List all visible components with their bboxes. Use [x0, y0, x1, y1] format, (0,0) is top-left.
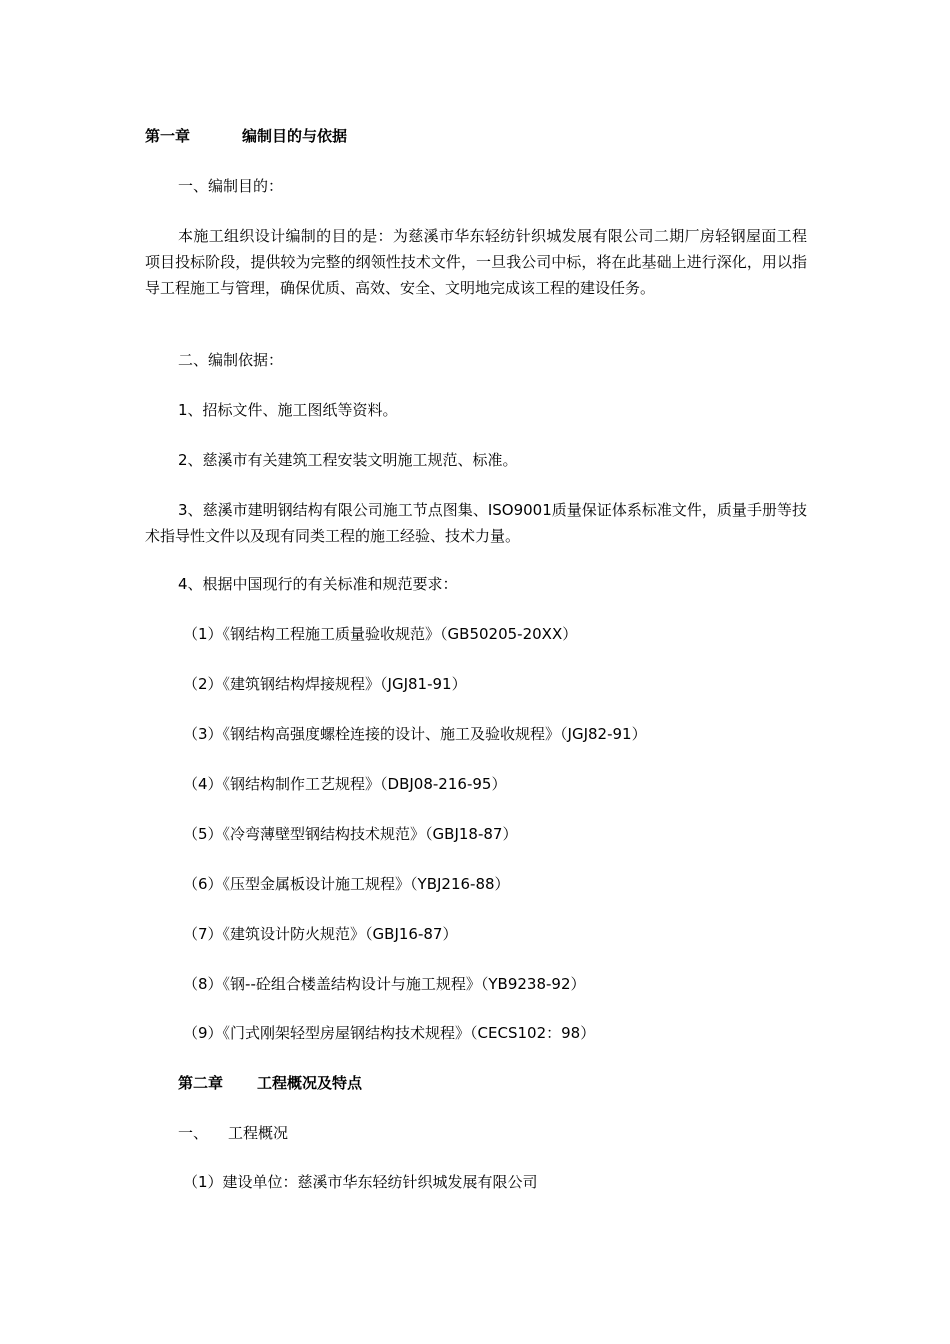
chapter1-heading: [145, 124, 810, 149]
chapter2-heading: [178, 1071, 810, 1096]
overview-title: 工程概况: [228, 1124, 289, 1142]
standard-item-9: （9）《门式刚架轻型房屋钢结构技术规程》（CECS102：98）: [183, 1024, 596, 1042]
standard-item-4: （4）《钢结构制作工艺规程》（DBJ08-216-95）: [183, 775, 507, 793]
section2-heading: 二、编制依据：: [178, 351, 284, 369]
basis-item-4: 4、根据中国现行的有关标准和规范要求：: [178, 575, 458, 593]
chapter1-label: 第一章: [145, 127, 191, 145]
overview-item-1: （1）建设单位：慈溪市华东轻纺针织城发展有限公司: [183, 1173, 538, 1191]
standard-item-8: （8）《钢--砼组合楼盖结构设计与施工规程》（YB9238-92）: [183, 975, 586, 993]
section1-paragraph: 本施工组织设计编制的目的是：为慈溪市华东轻纺针织城发展有限公司二期厂房轻钢屋面工程项目投标阶段，提供较为完整的纲领性技术文件，一旦我公司中标，将在此基础上进行深化，用以指导工程施工与管理，确保优质、高效、安全、文明地完成该工程的建设任务。: [145, 227, 807, 297]
overview-number: 一、: [178, 1124, 209, 1142]
standard-item-1: （1）《钢结构工程施工质量验收规范》（GB50205-20XX）: [183, 625, 578, 643]
standard-item-2: （2）《建筑钢结构焊接规程》（JGJ81-91）: [183, 675, 467, 693]
chapter1-title: 编制目的与依据: [242, 127, 348, 145]
section1-heading: 一、编制目的：: [178, 177, 284, 195]
standard-item-7: （7）《建筑设计防火规范》（GBJ16-87）: [183, 925, 458, 943]
basis-item-1: 1、招标文件、施工图纸等资料。: [178, 401, 398, 419]
basis-item-3: 3、慈溪市建明钢结构有限公司施工节点图集、ISO9001质量保证体系标准文件，质量手册等技术指导性文件以及现有同类工程的施工经验、技术力量。: [145, 501, 807, 545]
basis-item-2: 2、慈溪市有关建筑工程安装文明施工规范、标准。: [178, 451, 518, 469]
standard-item-5: （5）《冷弯薄壁型钢结构技术规范》（GBJ18-87）: [183, 825, 518, 843]
standard-item-6: （6）《压型金属板设计施工规程》（YBJ216-88）: [183, 875, 510, 893]
overview-heading: [178, 1121, 810, 1146]
standard-item-3: （3）《钢结构高强度螺栓连接的设计、施工及验收规程》（JGJ82-91）: [183, 725, 647, 743]
chapter2-label: 第二章: [178, 1074, 224, 1092]
chapter2-title: 工程概况及特点: [257, 1074, 363, 1092]
